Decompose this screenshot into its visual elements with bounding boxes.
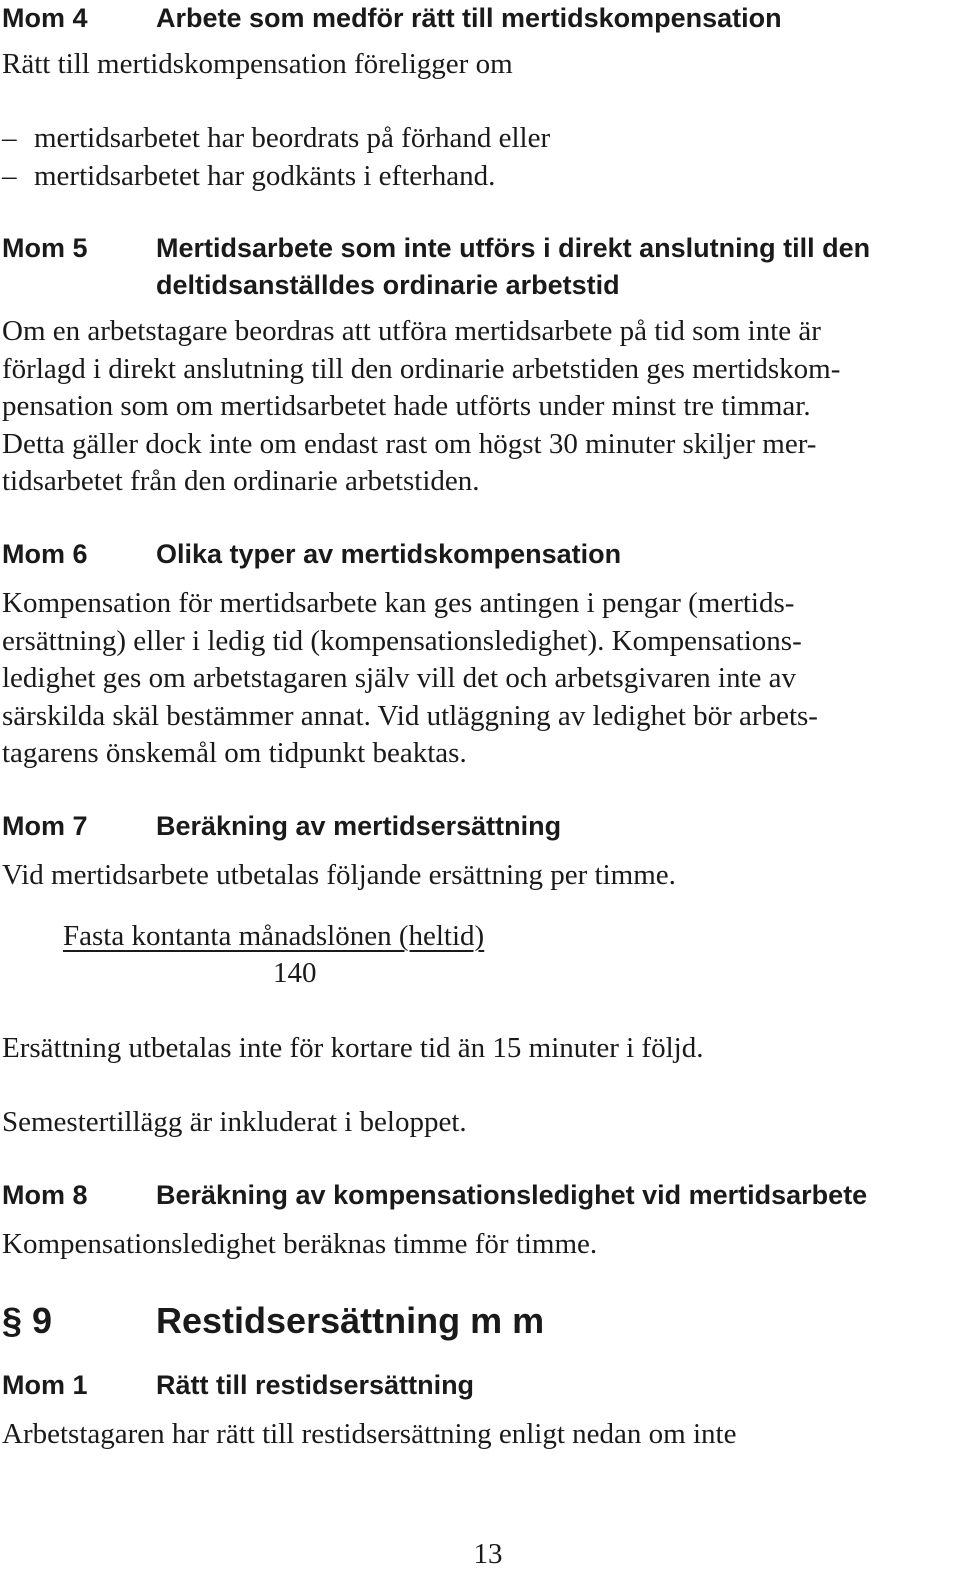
- mom5-title-line: deltidsanställdes ordinarie arbetstid: [156, 270, 620, 300]
- mom4-intro-line: Rätt till mertidskompensation föreligger om: [2, 48, 513, 80]
- body-line: förlagd i direkt anslutning till den ordinarie arbetstiden ges mertidskom-: [2, 352, 841, 385]
- s9-mom1-body: [2, 1416, 952, 1454]
- mom7-title: Beräkning av mertidsersättning: [156, 811, 562, 841]
- s9-mom1-body-line: Arbetstagaren har rätt till restidsersättning enligt nedan om inte: [2, 1418, 737, 1450]
- page-number: 13: [473, 1538, 503, 1570]
- s9-mom1-label: Mom 1: [2, 1370, 88, 1400]
- mom4-intro: [2, 46, 952, 84]
- mom5-title: [156, 230, 960, 304]
- compensation-formula: [63, 918, 543, 989]
- mom6-label: Mom 6: [2, 539, 88, 569]
- list-item: [2, 120, 902, 158]
- body-line: särskilda skäl bestämmer annat. Vid utläggning av ledighet bör arbets-: [2, 699, 818, 732]
- mom8-title: Beräkning av kompensationsledighet vid mertidsarbete: [156, 1180, 868, 1210]
- mom8-body: [2, 1226, 952, 1264]
- body-line: Detta gäller dock inte om endast rast om högst 30 minuter skiljer mer-: [2, 427, 817, 460]
- mom7-note1-line: Ersättning utbetalas inte för kortare tid än 15 minuter i följd.: [2, 1032, 704, 1064]
- s9-mom1-title: Rätt till restidsersättning: [156, 1370, 475, 1400]
- mom7-note2-line: Semestertillägg är inkluderat i beloppet.: [2, 1106, 467, 1138]
- body-line: Kompensation för mertidsarbete kan ges antingen i pengar (mertids-: [2, 587, 795, 619]
- mom7-note1: [2, 1030, 952, 1068]
- formula-denominator: 140: [273, 957, 317, 989]
- mom6-title: Olika typer av mertidskompensation: [156, 539, 622, 569]
- list-item-text: mertidsarbetet har beordrats på förhand eller: [34, 122, 551, 154]
- dash-bullet: –: [2, 159, 17, 192]
- section-symbol: § 9: [2, 1300, 53, 1341]
- mom6-body: [2, 585, 952, 773]
- body-line: pensation som om mertidsarbetet hade utförts under minst tre timmar.: [2, 390, 811, 422]
- mom7-note2: [2, 1104, 952, 1142]
- mom8-body-line: Kompensationsledighet beräknas timme för timme.: [2, 1228, 598, 1260]
- mom7-intro: [2, 857, 952, 895]
- mom7-label: Mom 7: [2, 811, 88, 841]
- body-line: tagarens önskemål om tidpunkt beaktas.: [2, 737, 467, 769]
- mom5-body: [2, 313, 952, 501]
- section-9-title: Restidsersättning m m: [156, 1300, 545, 1341]
- dash-bullet: –: [2, 122, 17, 154]
- mom5-heading: [2, 230, 960, 304]
- body-line: tidsarbetet från den ordinarie arbetstiden.: [2, 465, 480, 497]
- mom4-list: [2, 120, 902, 195]
- list-item-text: mertidsarbetet har godkänts i efterhand.: [34, 159, 496, 192]
- mom4-title: Arbete som medför rätt till mertidskompensation: [156, 3, 782, 33]
- mom7-intro-line: Vid mertidsarbete utbetalas följande ersättning per timme.: [2, 859, 676, 891]
- body-line: Om en arbetstagare beordras att utföra mertidsarbete på tid som inte är: [2, 315, 821, 347]
- mom4-label: Mom 4: [2, 3, 88, 33]
- mom5-title-line: Mertidsarbete som inte utförs i direkt anslutning till den: [156, 233, 871, 263]
- formula-numerator: Fasta kontanta månadslönen (heltid): [63, 920, 485, 952]
- body-line: ledighet ges om arbetstagaren själv vill det och arbetsgivaren inte av: [2, 662, 797, 694]
- body-line: ersättning) eller i ledig tid (kompensationsledighet). Kompensations-: [2, 624, 802, 657]
- mom8-label: Mom 8: [2, 1180, 88, 1210]
- list-item: [2, 158, 902, 196]
- mom5-label: Mom 5: [2, 233, 88, 263]
